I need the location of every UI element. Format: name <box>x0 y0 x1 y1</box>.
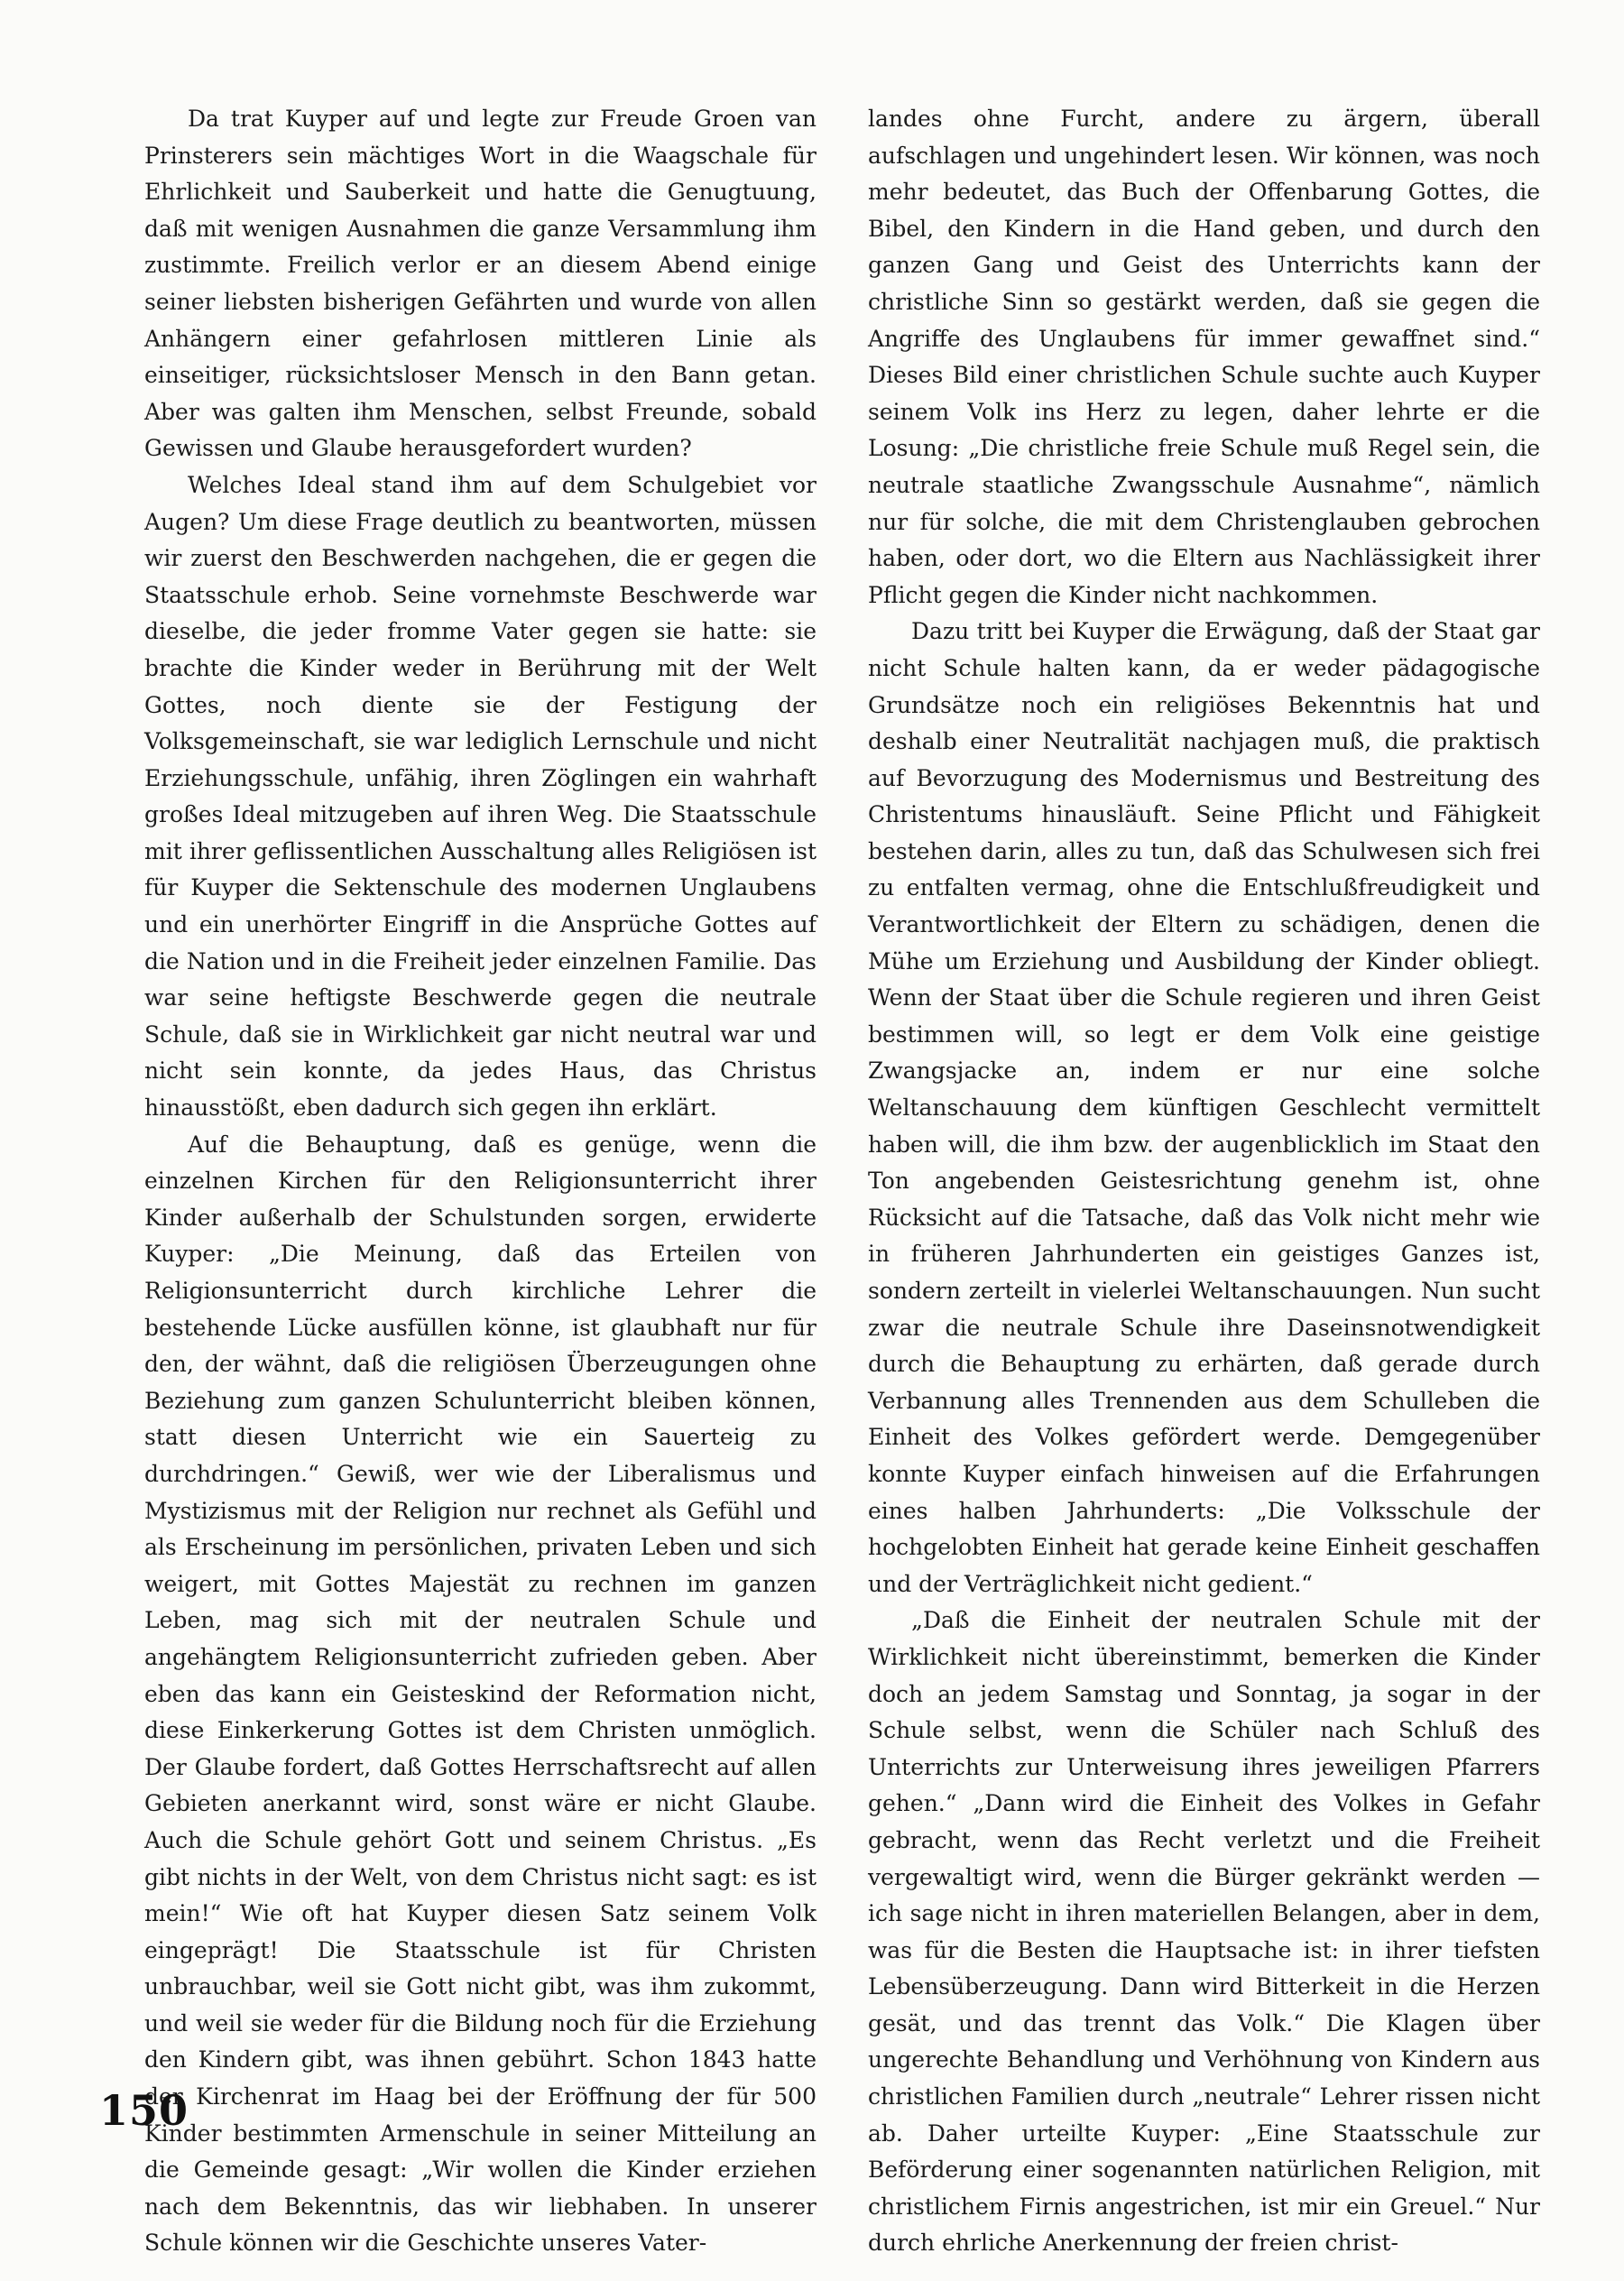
paragraph: Auf die Behauptung, daß es genüge, wenn die einzelnen Kirchen für den Religionsunterricht ihrer Kinder außerhalb der Schulstunden sorgen, erwiderte Kuyper: „Die Meinung, daß das Erteilen von Religionsunterricht durch kirchliche Lehrer die bestehende Lücke ausfüllen könne, ist glaubhaft nur für den, der wähnt, daß die religiösen Überzeugungen ohne Beziehung zum ganzen Schulunterricht bleiben können, statt diesen Unterricht wie ein Sauerteig zu durchdringen.“ Gewiß, wer wie der Liberalismus und Mystizismus mit der Religion nur rechnet als Gefühl und als Erscheinung im persönlichen, privaten Leben und sich weigert, mit Gottes Majestät zu rechnen im ganzen Leben, mag sich mit der neutralen Schule und angehängtem Religionsunterricht zufrieden geben. Aber eben das kann ein Geisteskind der Reformation nicht, diese Einkerkerung Gottes ist dem Christen unmöglich. Der Glaube fordert, daß Gottes Herrschaftsrecht auf allen Gebieten anerkannt wird, sonst wäre er nicht Glaube. Auch die Schule gehört Gott und seinem Christus. „Es gibt nichts in der Welt, von dem Christus nicht sagt: es ist mein!“ Wie oft hat Kuyper diesen Satz seinem Volk eingeprägt! Die Staatsschule ist für Christen unbrauchbar, weil sie Gott nicht gibt, was ihm zukommt, und weil sie weder für die Bildung noch für die Erziehung den Kindern gibt, was ihnen gebührt. Schon 1843 hatte der Kirchenrat im Haag bei der Eröffnung der für 500 Kinder bestimmten Armenschule in seiner Mitteilung an die Gemeinde gesagt: „Wir wollen die Kinder erziehen nach dem Bekenntnis, das wir liebhaben. In unserer Schule können wir die Geschichte unseres Vater- <box>144 1131 817 2257</box>
left-text-column <box>144 101 817 2262</box>
paragraph: Welches Ideal stand ihm auf dem Schulgebiet vor Augen? Um diese Frage deutlich zu beantworten, müssen wir zuerst den Beschwerden nachgehen, die er gegen die Staatsschule erhob. Seine vornehmste Beschwerde war dieselbe, die jeder fromme Vater gegen sie hatte: sie brachte die Kinder weder in Berührung mit der Welt Gottes, noch diente sie der Festigung der Volksgemeinschaft, sie war lediglich Lernschule und nicht Erziehungsschule, unfähig, ihren Zöglingen ein wahrhaft großes Ideal mitzugeben auf ihren Weg. Die Staatsschule mit ihrer geflissentlichen Ausschaltung alles Religiösen ist für Kuyper die Sektenschule des modernen Unglaubens und ein unerhörter Eingriff in die Ansprüche Gottes auf die Nation und in die Freiheit jeder einzelnen Familie. Das war seine heftigste Beschwerde gegen die neutrale Schule, daß sie in Wirklichkeit gar nicht neutral war und nicht sein konnte, da jedes Haus, das Christus hinausstößt, eben dadurch sich gegen ihn erklärt. <box>144 471 817 1122</box>
right-text-column <box>868 101 1540 2262</box>
page-number: 150 <box>99 2086 189 2135</box>
paragraph: Dazu tritt bei Kuyper die Erwägung, daß der Staat gar nicht Schule halten kann, da er weder pädagogische Grundsätze noch ein religiöses Bekenntnis hat und deshalb einer Neutralität nachjagen muß, die praktisch auf Bevorzugung des Modernismus und Bestreitung des Christentums hinausläuft. Seine Pflicht und Fähigkeit bestehen darin, alles zu tun, daß das Schulwesen sich frei zu entfalten vermag, ohne die Entschlußfreudigkeit und Verantwortlichkeit der Eltern zu schädigen, denen die Mühe um Erziehung und Ausbildung der Kinder obliegt. Wenn der Staat über die Schule regieren und ihren Geist bestimmen will, so legt er dem Volk eine geistige Zwangsjacke an, indem er nur eine solche Weltanschauung dem künftigen Geschlecht vermittelt haben will, die ihm bzw. der augenblicklich im Staat den Ton angebenden Geistesrichtung genehm ist, ohne Rücksicht auf die Tatsache, daß das Volk nicht mehr wie in früheren Jahrhunderten ein geistiges Ganzes ist, sondern zerteilt in vielerlei Weltanschauungen. Nun sucht zwar die neutrale Schule ihre Daseinsnotwendigkeit durch die Behauptung zu erhärten, daß gerade durch Verbannung alles Trennenden aus dem Schulleben die Einheit des Volkes gefördert werde. Demgegenüber konnte Kuyper einfach hinweisen auf die Erfahrungen eines halben Jahrhunderts: „Die Volksschule der hochgelobten Einheit hat gerade keine Einheit geschaffen und der Verträglichkeit nicht gedient.“ <box>868 618 1540 1597</box>
paragraph: „Daß die Einheit der neutralen Schule mit der Wirklichkeit nicht übereinstimmt, bemerken die Kinder doch an jedem Samstag und Sonntag, ja sogar in der Schule selbst, wenn die Schüler nach Schluß des Unterrichts zur Unterweisung ihres jeweiligen Pfarrers gehen.“ „Dann wird die Einheit des Volkes in Gefahr gebracht, wenn das Recht verletzt und die Freiheit vergewaltigt wird, wenn die Bürger gekränkt werden — ich sage nicht in ihren materiellen Belangen, aber in dem, was für die Besten die Hauptsache ist: in ihrer tiefsten Lebensüberzeugung. Dann wird Bitterkeit in die Herzen gesät, und das trennt das Volk.“ Die Klagen über ungerechte Behandlung und Verhöhnung von Kindern aus christlichen Familien durch „neutrale“ Lehrer rissen nicht ab. Daher urteilte Kuyper: „Eine Staatsschule zur Beförderung einer sogenannten natürlichen Religion, mit christlichem Firnis angestrichen, ist mir ein Greuel.“ Nur durch ehrliche Anerkennung der freien christ- <box>868 1607 1540 2257</box>
paragraph: landes ohne Furcht, andere zu ärgern, überall aufschlagen und ungehindert lesen. Wir können, was noch mehr bedeutet, das Buch der Offenbarung Gottes, die Bibel, den Kindern in die Hand geben, und durch den ganzen Gang und Geist des Unterrichts kann der christliche Sinn so gestärkt werden, daß sie gegen die Angriffe des Unglaubens für immer gewaffnet sind.“ Dieses Bild einer christlichen Schule suchte auch Kuyper seinem Volk ins Herz zu legen, daher lehrte er die Losung: „Die christliche freie Schule muß Regel sein, die neutrale staatliche Zwangsschule Ausnahme“, nämlich nur für solche, die mit dem Christenglauben gebrochen haben, oder dort, wo die Eltern aus Nachlässigkeit ihrer Pflicht gegen die Kinder nicht nachkommen. <box>868 106 1540 608</box>
paragraph: Da trat Kuyper auf und legte zur Freude Groen van Prinsterers sein mächtiges Wort in die Waagschale für Ehrlichkeit und Sauberkeit und hatte die Genugtuung, daß mit wenigen Ausnahmen die ganze Versammlung ihm zustimmte. Freilich verlor er an diesem Abend einige seiner liebsten bisherigen Gefährten und wurde von allen Anhängern einer gefahrlosen mittleren Linie als einseitiger, rücksichtsloser Mensch in den Bann getan. Aber was galten ihm Menschen, selbst Freunde, sobald Gewissen und Glaube herausgefordert wurden? <box>144 106 817 462</box>
